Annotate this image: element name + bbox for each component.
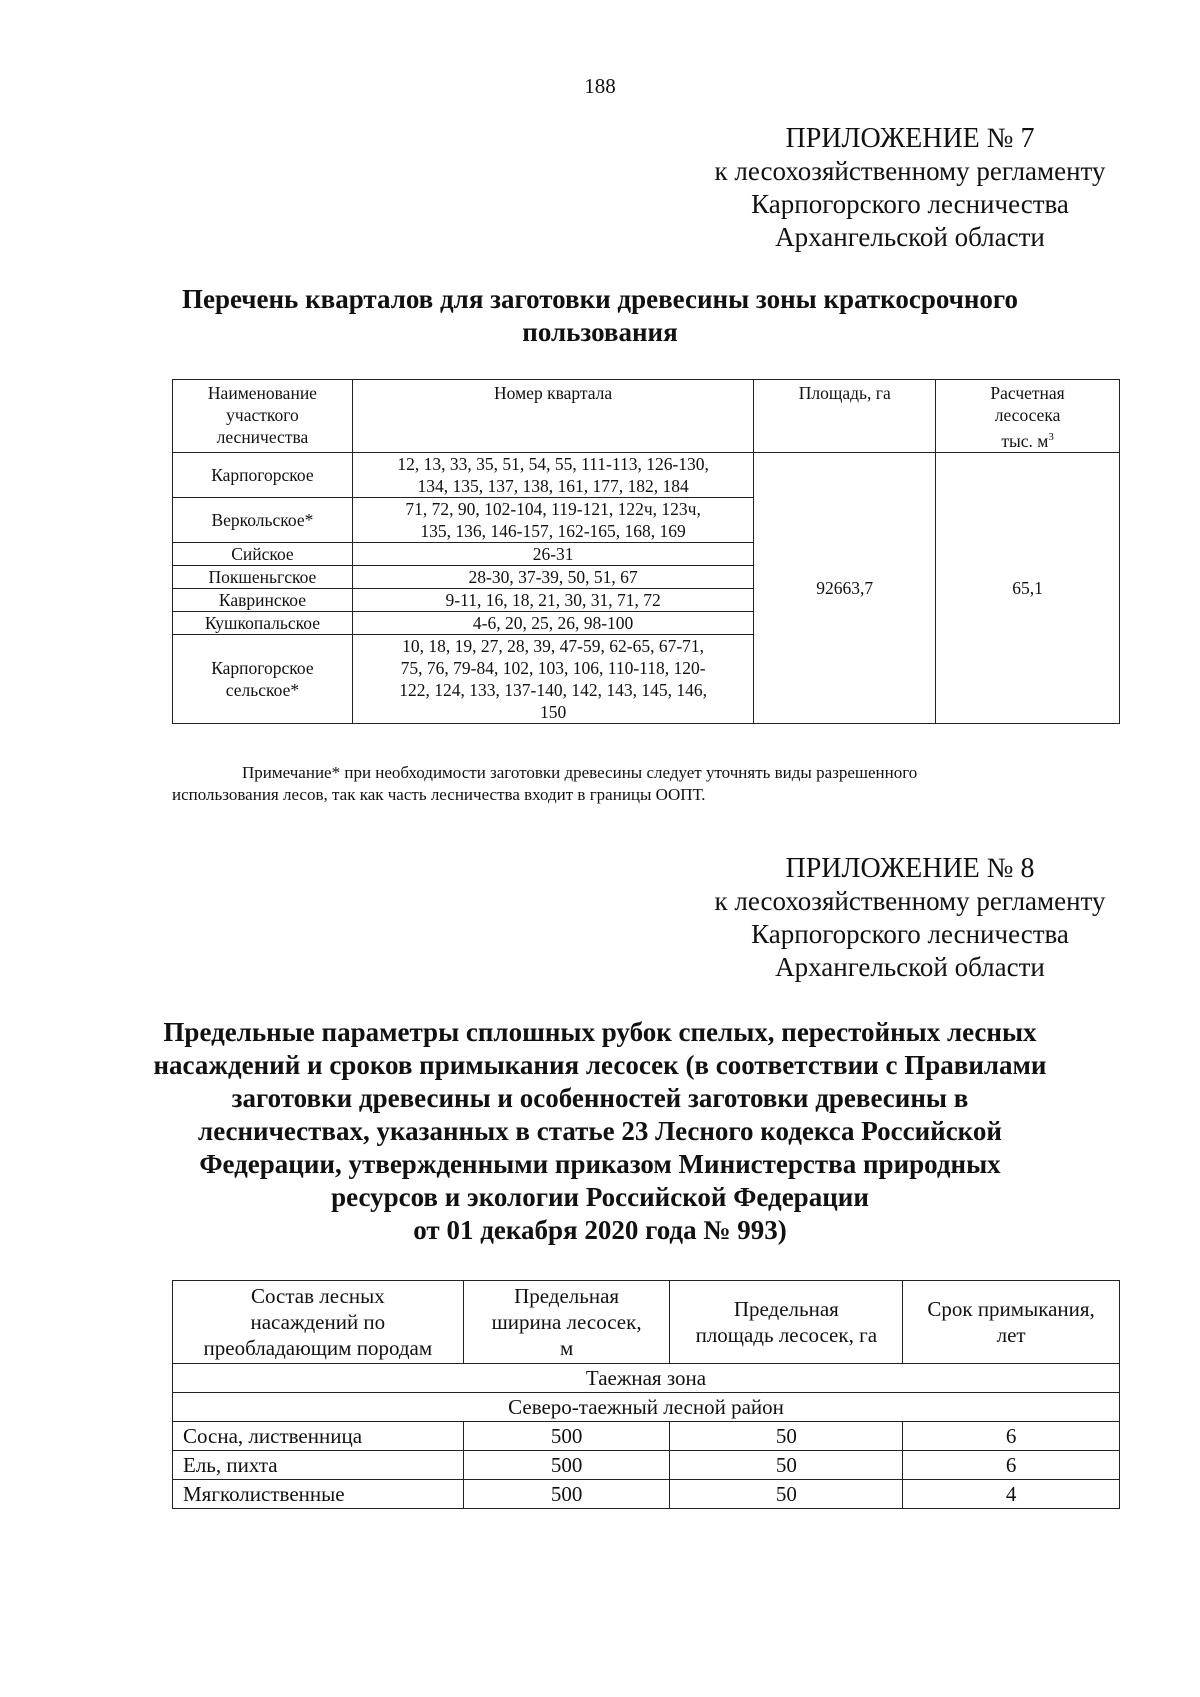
header-cutting-unit: тыс. м [1001, 430, 1049, 451]
header-cutting-line-2: лесосека [994, 405, 1061, 425]
forestry-name: Карпогорское [173, 452, 353, 497]
table-row [173, 1422, 1120, 1451]
header-max-area-line: Предельная [733, 1297, 839, 1321]
appendix-7-heading [690, 122, 1130, 254]
header-max-area [670, 1281, 903, 1364]
species-cell: Ель, пихта [173, 1451, 464, 1480]
appendix-8-heading [690, 852, 1130, 984]
appendix-7-line-1: к лесохозяйственному регламенту [714, 156, 1106, 186]
quarter-numbers: 9-11, 16, 18, 21, 30, 31, 71, 72 [352, 588, 753, 611]
region-row [173, 1393, 1120, 1422]
forestry-name [173, 634, 353, 723]
quarter-numbers [352, 497, 753, 542]
header-composition-line: Состав лесных [250, 1284, 385, 1308]
region-label: Северо-таежный лесной район [173, 1393, 1120, 1422]
quarter-numbers [352, 452, 753, 497]
adjacency-term-cell: 4 [903, 1480, 1120, 1509]
header-max-width [463, 1281, 670, 1364]
header-cutting-line-3 [940, 426, 1115, 452]
quarter-numbers-line: 10, 18, 19, 27, 28, 39, 47-59, 62-65, 67-71, [402, 635, 705, 656]
header-forestry-name-line-2: участкого [226, 405, 299, 425]
header-adjacency-term [903, 1281, 1120, 1364]
max-area-cell: 50 [670, 1480, 903, 1509]
adjacency-term-cell: 6 [903, 1422, 1120, 1451]
section-2-title-line: Предельные параметры сплошных рубок спелых, перестойных лесных [163, 1017, 1037, 1047]
section-2-title [120, 1016, 1080, 1247]
appendix-8-title: ПРИЛОЖЕНИЕ № 8 [785, 853, 1035, 884]
quarter-numbers-line: 71, 72, 90, 102-104, 119-121, 122ч, 123ч, [405, 498, 701, 519]
note-line-2: использования лесов, так как часть лесничества входит в границы ООПТ. [172, 785, 706, 804]
section-1-title-line-2: пользования [522, 317, 678, 347]
quarter-numbers-line: 134, 135, 137, 138, 161, 177, 182, 184 [417, 475, 689, 496]
forestry-name: Покшеньгское [173, 565, 353, 588]
cutting-parameters-header-row [173, 1281, 1120, 1364]
section-2-title-line: заготовки древесины и особенностей заготовки древесины в [231, 1083, 969, 1113]
species-cell: Мягколиственные [173, 1480, 464, 1509]
forestry-name: Кушкопальское [173, 611, 353, 634]
max-width-cell: 500 [463, 1480, 670, 1509]
appendix-7-line-3: Архангельской области [775, 222, 1045, 252]
max-width-cell: 500 [463, 1451, 670, 1480]
header-max-width-line: Предельная [514, 1284, 620, 1308]
table-row [173, 1480, 1120, 1509]
quarter-numbers-line: 150 [539, 701, 567, 722]
note-line-1 [172, 762, 1120, 784]
table-row [173, 1451, 1120, 1480]
header-composition-line: преобладающим породам [203, 1336, 433, 1360]
area-total: 92663,7 [754, 452, 936, 723]
header-quarter-number: Номер квартала [352, 380, 753, 453]
section-1-title [150, 283, 1050, 349]
section-2-title-line: насаждений и сроков примыкания лесосек (в соответствии с Правилами [153, 1050, 1047, 1080]
quarter-numbers-line: 75, 76, 79-84, 102, 103, 106, 110-118, 120- [400, 657, 706, 678]
zone-label: Таежная зона [173, 1364, 1120, 1393]
cutting-parameters-table [172, 1280, 1120, 1509]
section-2-title-line: от 01 декабря 2020 года № 993) [413, 1215, 787, 1245]
quarters-table [172, 379, 1120, 724]
header-adjacency-term-line: Срок примыкания, [927, 1297, 1095, 1321]
header-cutting-volume [936, 380, 1120, 453]
zone-row [173, 1364, 1120, 1393]
section-1-title-line-1: Перечень кварталов для заготовки древесины зоны краткосрочного [181, 284, 1019, 314]
header-max-area-line: площадь лесосек, га [695, 1323, 878, 1347]
quarter-numbers-line: 12, 13, 33, 35, 51, 54, 55, 111-113, 126-130, [397, 453, 709, 474]
forestry-name-line: сельское* [225, 679, 300, 700]
header-forestry-name-line-3: лесничества [216, 427, 309, 447]
note-line-1-text: Примечание* при необходимости заготовки древесины следует уточнять виды разрешенного [242, 763, 918, 782]
quarter-numbers: 28-30, 37-39, 50, 51, 67 [352, 565, 753, 588]
table-row [173, 452, 1120, 497]
appendix-8-line-1: к лесохозяйственному регламенту [714, 886, 1106, 916]
header-composition [173, 1281, 464, 1364]
header-area: Площадь, га [754, 380, 936, 453]
cutting-total: 65,1 [936, 452, 1120, 723]
header-max-width-line: м [559, 1336, 574, 1360]
max-area-cell: 50 [670, 1422, 903, 1451]
table-1-note [172, 762, 1120, 806]
appendix-8-line-3: Архангельской области [775, 952, 1045, 982]
quarter-numbers-line: 135, 136, 146-157, 162-165, 168, 169 [420, 520, 686, 541]
quarter-numbers [352, 634, 753, 723]
header-max-width-line: ширина лесосек, [491, 1310, 642, 1334]
header-adjacency-term-line: лет [996, 1323, 1026, 1347]
species-cell: Сосна, лиственница [173, 1422, 464, 1451]
quarter-numbers: 26-31 [352, 542, 753, 565]
max-area-cell: 50 [670, 1451, 903, 1480]
adjacency-term-cell: 6 [903, 1451, 1120, 1480]
section-2-title-line: лесничествах, указанных в статье 23 Лесного кодекса Российской [198, 1116, 1002, 1146]
header-cutting-unit-sup: 3 [1048, 431, 1054, 443]
appendix-8-line-2: Карпогорского лесничества [751, 919, 1069, 949]
forestry-name: Кавринское [173, 588, 353, 611]
forestry-name: Веркольское* [173, 497, 353, 542]
section-2-title-line: Федерации, утвержденными приказом Министерства природных [199, 1149, 1001, 1179]
section-2-title-line: ресурсов и экологии Российской Федерации [331, 1182, 869, 1212]
header-cutting-line-1: Расчетная [990, 383, 1065, 403]
header-composition-line: насаждений по [250, 1310, 386, 1334]
quarter-numbers: 4-6, 20, 25, 26, 98-100 [352, 611, 753, 634]
forestry-name: Сийское [173, 542, 353, 565]
forestry-name-line: Карпогорское [211, 657, 314, 678]
max-width-cell: 500 [463, 1422, 670, 1451]
appendix-7-title: ПРИЛОЖЕНИЕ № 7 [785, 123, 1035, 154]
page-number: 188 [584, 74, 616, 98]
header-forestry-name [173, 380, 353, 453]
appendix-7-line-2: Карпогорского лесничества [751, 189, 1069, 219]
quarters-table-header-row [173, 380, 1120, 453]
header-forestry-name-line-1: Наименование [207, 383, 317, 403]
quarter-numbers-line: 122, 124, 133, 137-140, 142, 143, 145, 146, [399, 679, 707, 700]
